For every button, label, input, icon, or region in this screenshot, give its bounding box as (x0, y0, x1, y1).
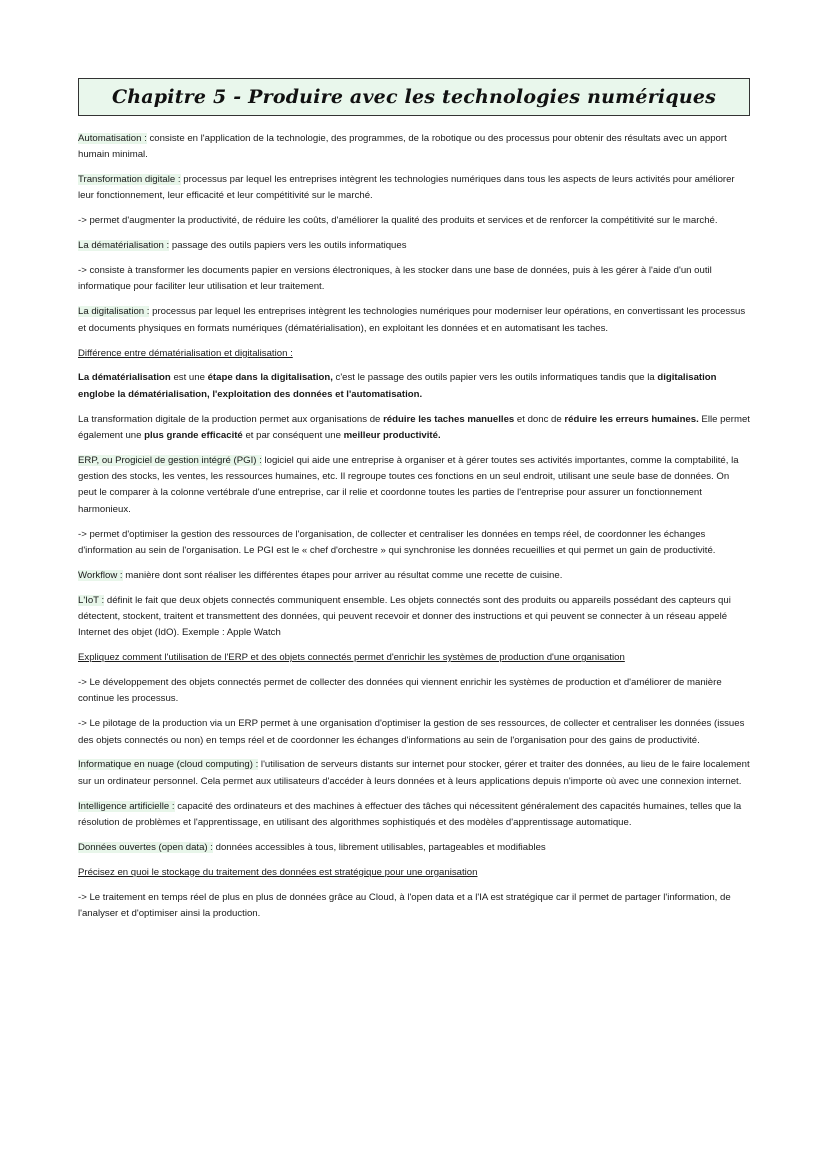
paragraph (78, 263, 750, 296)
paragraph-text: définit le fait que deux objets connectés communiquent ensemble. Les objets connectés sont des produits ou appareils possédant des capteurs qui détectent, stockent, traitent et transmettent des données, qui peuvent recevoir et donner des instructions et qui peuvent se connecter à un réseau appelé Internet des objet (IdO). Exemple : Apple Watch (78, 594, 731, 639)
paragraph-text: passage des outils papiers vers les outils informatiques (169, 240, 407, 252)
emphasis-text: étape dans la digitalisation, (207, 372, 333, 384)
paragraph (78, 799, 750, 832)
paragraph (78, 304, 750, 337)
term-label: Intelligence artificielle : (78, 800, 175, 812)
term-label: Données ouvertes (open data) : (78, 841, 213, 853)
paragraph (78, 131, 750, 164)
paragraph-text: données accessibles à tous, librement utilisables, partageables et modifiables (212, 841, 546, 853)
paragraph-text: manière dont sont réaliser les différentes étapes pour arriver au résultat comme une recette de cuisine. (122, 569, 563, 581)
paragraph-text: logiciel qui aide une entreprise à organiser et à gérer toutes ses activités importantes, comme la comptabilité, la gestion des stocks, les ventes, les ressources humaines, etc. Il regroupe toutes ces fonctions en un seul endroit, utilisant une seule base de données. On peut le comparer à la colonne vertébrale d'une entreprise, car il relie et coordonne toutes les parties de l'entreprise pour assurer un fonctionnement harmonieux. (78, 454, 739, 515)
term-label: Automatisation : (78, 133, 147, 144)
emphasis-text: digitalisation englobe la dématérialisation, l'exploitation des données et l'automatisation. (78, 372, 717, 400)
emphasis-text: réduire les erreurs humaines. (564, 413, 699, 425)
paragraph (78, 840, 750, 856)
emphasis-text: plus grande efficacité (144, 429, 243, 441)
emphasis-text: meilleur productivité. (343, 429, 441, 441)
paragraph-text: La transformation digitale de la production permet aux organisations de (78, 413, 384, 425)
paragraph-text: est une (170, 372, 208, 384)
paragraph-text: l'utilisation de serveurs distants sur internet pour stocker, gérer et traiter des données, au lieu de le faire localement sur un ordinateur personnel. Cela permet aux utilisateurs d'accéder à leurs données et à leurs applications depuis n'importe où avec une connexion internet. (78, 759, 750, 787)
section-question (78, 346, 750, 362)
paragraph-text: et par conséquent une (242, 429, 344, 441)
paragraph-text: -> permet d'augmenter la productivité, de réduire les coûts, d'améliorer la qualité des produits et services et de renforcer la compétitivité sur le marché. (78, 215, 718, 227)
question-heading: Précisez en quoi le stockage du traitement des données est stratégique pour une organisation (78, 866, 478, 878)
paragraph (78, 412, 750, 445)
paragraph-text: capacité des ordinateurs et des machines à effectuer des tâches qui nécessitent généralement des capacités humaines, telles que la résolution de problèmes et l'apprentissage, en utilisant des algorithmes sophistiqués et des modèles d'apprentissage automatique. (78, 800, 742, 828)
paragraph (78, 238, 750, 254)
paragraph-text: c'est le passage des outils papier vers les outils informatiques tandis que la (332, 372, 658, 384)
term-label: La dématérialisation : (78, 240, 170, 252)
paragraph-text: -> Le pilotage de la production via un ERP permet à une organisation d'optimiser la gestion de ses ressources, de collecter et centraliser les données (issues des objets connectés ou non) en temps réel et de coordonner les échanges d'informations au sein de l'organisation pour des gains de productivité. (78, 718, 745, 746)
paragraph (78, 370, 750, 403)
section-question (78, 865, 750, 881)
term-label: Informatique en nuage (cloud computing) : (78, 759, 259, 771)
emphasis-text: La dématérialisation (78, 372, 171, 384)
paragraph-text: -> consiste à transformer les documents papier en versions électroniques, à les stocker dans une base de données, puis à les gérer à l'aide d'un outil informatique pour faciliter leur utilisation et leur traitement. (78, 265, 712, 293)
paragraph (78, 890, 750, 923)
paragraph-text: processus par lequel les entreprises intègrent les technologies numériques dans tous les aspects de leurs activités pour améliorer leur fonctionnement, leur efficacité et leur compétitivité sur le marché. (78, 174, 735, 202)
paragraph-text: processus par lequel les entreprises intègrent les technologies numériques pour moderniser leur opérations, en convertissant les processus et documents physiques en formats numériques (dématérialisation), en exploitant les données et en automatisant les taches. (78, 306, 746, 334)
term-label: L'IoT : (78, 594, 105, 606)
document-page (78, 78, 750, 931)
term-label: Transformation digitale : (78, 174, 181, 186)
term-label: ERP, ou Progiciel de gestion intégré (PGI) : (78, 454, 262, 466)
term-label: La digitalisation : (78, 306, 150, 318)
paragraph (78, 453, 750, 518)
chapter-title-box (78, 78, 750, 116)
section-question (78, 650, 750, 666)
paragraph (78, 172, 750, 205)
paragraph-text: et donc de (514, 413, 565, 425)
term-label: Workflow : (78, 569, 123, 581)
paragraph (78, 716, 750, 749)
paragraph (78, 213, 750, 229)
paragraph (78, 568, 750, 584)
paragraph (78, 675, 750, 708)
emphasis-text: réduire les taches manuelles (383, 413, 515, 425)
paragraph-text: consiste en l'application de la technologie, des programmes, de la robotique ou des processus pour obtenir des résultats avec un apport humain minimal. (78, 133, 727, 161)
document-body (78, 131, 750, 922)
paragraph-text: Elle permet également une (78, 413, 750, 441)
paragraph-text: -> Le traitement en temps réel de plus en plus de données grâce au Cloud, à l'open data et a l'IA est stratégique car il permet de partager l'information, de l'analyser et d'optimiser ainsi la production. (78, 891, 731, 919)
paragraph (78, 527, 750, 560)
paragraph-text: -> Le développement des objets connectés permet de collecter des données qui viennent enrichir les systèmes de production et d'améliorer de manière continue les processus. (78, 677, 722, 705)
question-heading: Différence entre dématérialisation et digitalisation : (78, 347, 293, 359)
paragraph (78, 757, 750, 790)
chapter-title: Chapitre 5 - Produire avec les technologies numériques (111, 86, 717, 108)
question-heading: Expliquez comment l'utilisation de l'ERP et des objets connectés permet d'enrichir les systèmes de production d'une organisation (78, 652, 625, 664)
paragraph (78, 593, 750, 642)
paragraph-text: -> permet d'optimiser la gestion des ressources de l'organisation, de collecter et centraliser les données en temps réel, de coordonner les échanges d'information au sein de l'organisation. Le PGI est le « chef d'orchestre » qui synchronise les données recueillies et qui permet un gain de productivité. (78, 528, 716, 556)
